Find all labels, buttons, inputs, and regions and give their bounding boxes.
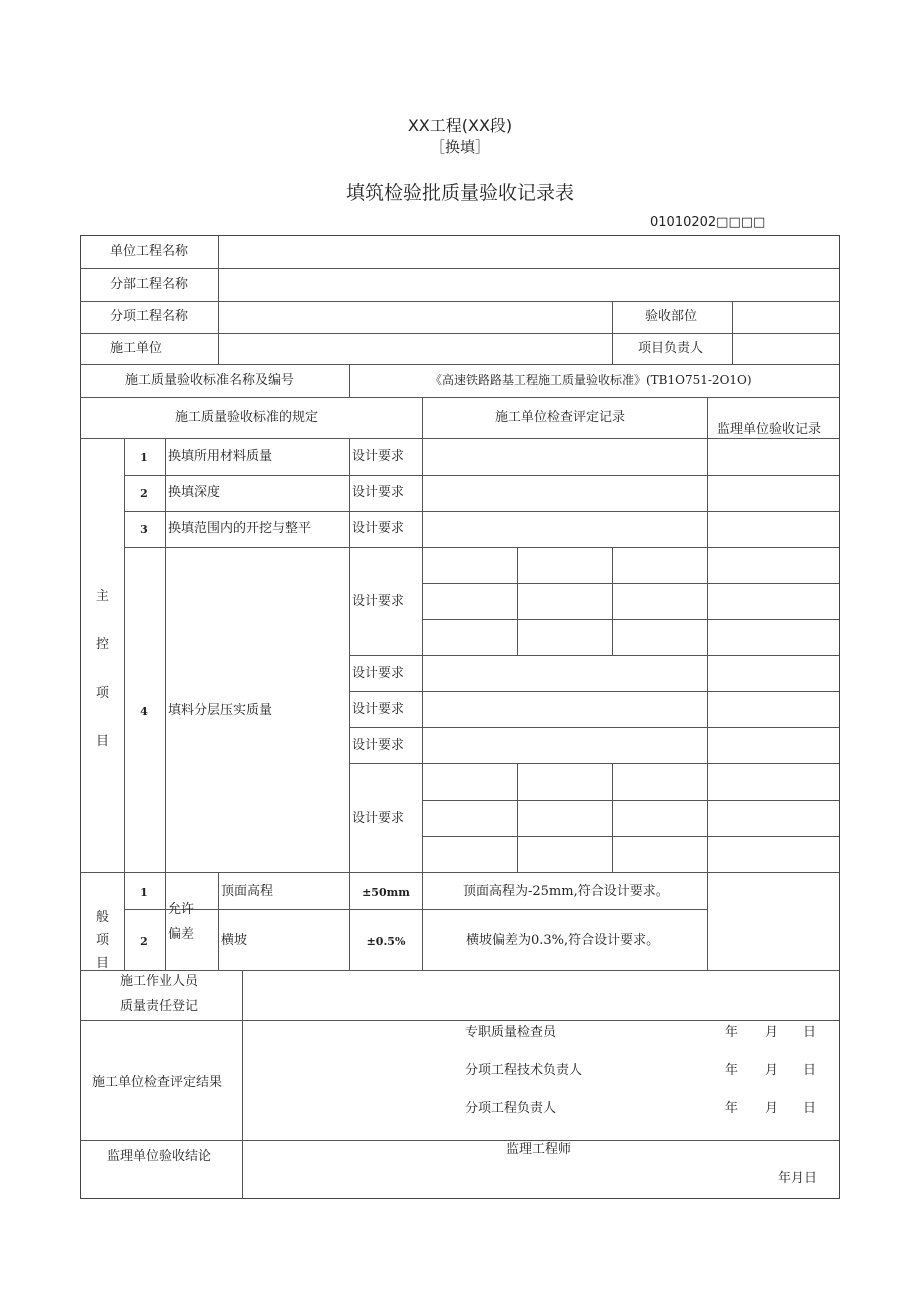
item-name: 换填范围内的开挖与整平 <box>168 521 312 536</box>
row-line <box>80 301 839 302</box>
col-line <box>349 438 350 971</box>
worker-registry-label-1: 施工作业人员 <box>120 974 199 989</box>
signer-year: 年 <box>725 1025 739 1040</box>
supervisor-label: 监理工程师 <box>506 1142 572 1157</box>
item-requirement: 设计要求 <box>352 666 405 681</box>
signer-role: 专职质量检查员 <box>465 1025 557 1040</box>
subtitle: ［换填］ <box>429 138 490 156</box>
col-line <box>707 397 708 971</box>
general-item-no: 2 <box>140 935 148 948</box>
item-requirement: 设计要求 <box>352 485 405 500</box>
construction-check-header: 施工单位检查评定记录 <box>495 410 626 425</box>
general-item-record: 顶面高程为-25mm,符合设计要求。 <box>463 884 669 899</box>
row-line <box>80 397 839 398</box>
col-line <box>517 547 518 656</box>
general-item-record: 横坡偏差为0.3%,符合设计要求。 <box>466 933 660 948</box>
col-line <box>612 763 613 873</box>
row-line <box>124 475 839 476</box>
col-line <box>732 301 733 365</box>
col-line <box>612 301 613 365</box>
worker-registry-label-2: 质量责任登记 <box>120 999 199 1014</box>
row-line <box>80 333 839 334</box>
general-item-no: 1 <box>140 886 148 899</box>
col-line <box>218 872 219 971</box>
form-code: 01010202□□□□ <box>650 215 766 230</box>
supervision-record-header: 监理单位验收记录 <box>717 422 822 437</box>
project-leader-label: 项目负责人 <box>638 341 704 356</box>
row-line <box>80 364 839 365</box>
division-project-label: 分部工程名称 <box>110 277 189 292</box>
row-line <box>80 438 839 439</box>
row-line <box>80 268 839 269</box>
signer-role: 分项工程负责人 <box>465 1101 557 1116</box>
row-line <box>422 583 839 584</box>
project-title: XX工程(XX段) <box>407 116 513 135</box>
construction-unit-label: 施工单位 <box>110 341 163 356</box>
item-no: 4 <box>140 705 148 718</box>
signer-year: 年 <box>725 1101 739 1116</box>
standard-name-label: 施工质量验收标准名称及编号 <box>125 373 295 388</box>
col-line <box>517 763 518 873</box>
item-requirement: 设计要求 <box>352 449 405 464</box>
row-line <box>422 800 839 801</box>
tolerance-label-1: 允许 <box>168 902 195 917</box>
col-line <box>218 235 219 365</box>
row-line <box>422 836 839 837</box>
standard-provisions-header: 施工质量验收标准的规定 <box>175 410 319 425</box>
col-line <box>349 364 350 398</box>
general-item-name: 横坡 <box>221 933 248 948</box>
row-line <box>80 1020 839 1021</box>
unit-project-label: 单位工程名称 <box>110 244 189 259</box>
signer-year: 年 <box>725 1063 739 1078</box>
general-item-tolerance: ±50mm <box>362 886 410 899</box>
main-control-label-3: 项 <box>96 686 110 701</box>
signer-day: 日 <box>803 1101 817 1116</box>
col-line <box>124 438 125 971</box>
signer-month: 月 <box>765 1025 779 1040</box>
item-name: 填料分层压实质量 <box>168 703 273 718</box>
row-line <box>422 619 839 620</box>
signer-month: 月 <box>765 1063 779 1078</box>
item-requirement: 设计要求 <box>352 702 405 717</box>
col-line <box>422 397 423 971</box>
check-result-label: 施工单位检查评定结果 <box>92 1075 223 1090</box>
item-name: 换填深度 <box>168 485 221 500</box>
item-no: 1 <box>140 451 148 464</box>
general-item-tolerance: ±0.5% <box>366 935 406 948</box>
subitem-project-label: 分项工程名称 <box>110 309 189 324</box>
signer-day: 日 <box>803 1063 817 1078</box>
row-line <box>80 1140 839 1141</box>
main-control-label-2: 控 <box>96 637 110 652</box>
col-line <box>165 438 166 971</box>
row-line <box>80 970 839 971</box>
form-title: 填筑检验批质量验收记录表 <box>345 182 574 204</box>
supervision-conclusion-label: 监理单位验收结论 <box>107 1149 212 1164</box>
row-line <box>124 547 839 548</box>
item-no: 3 <box>140 523 148 536</box>
item-requirement: 设计要求 <box>352 521 405 536</box>
supervisor-date: 年月日 <box>778 1171 818 1186</box>
row-line <box>80 872 839 873</box>
standard-name-value: 《高速铁路路基工程施工质量验收标准》(TB1O751-2O1O) <box>430 373 752 387</box>
row-line <box>124 511 839 512</box>
tolerance-label-2: 偏差 <box>168 927 195 942</box>
item-no: 2 <box>140 487 148 500</box>
signer-month: 月 <box>765 1101 779 1116</box>
main-control-label-4: 目 <box>96 734 110 749</box>
item-name: 换填所用材料质量 <box>168 449 273 464</box>
col-line <box>612 547 613 656</box>
signer-day: 日 <box>803 1025 817 1040</box>
general-label-3: 目 <box>96 956 110 971</box>
main-control-label-1: 主 <box>96 589 110 604</box>
general-label-1: 般 <box>96 910 110 925</box>
acceptance-part-label: 验收部位 <box>645 309 698 324</box>
item-requirement: 设计要求 <box>352 738 405 753</box>
general-item-name: 顶面高程 <box>221 884 274 899</box>
row-line <box>124 909 708 910</box>
col-line <box>242 970 243 1199</box>
item-requirement: 设计要求 <box>352 594 405 609</box>
general-label-2: 项 <box>96 933 110 948</box>
signer-role: 分项工程技术负责人 <box>465 1063 583 1078</box>
item-requirement: 设计要求 <box>352 811 405 826</box>
